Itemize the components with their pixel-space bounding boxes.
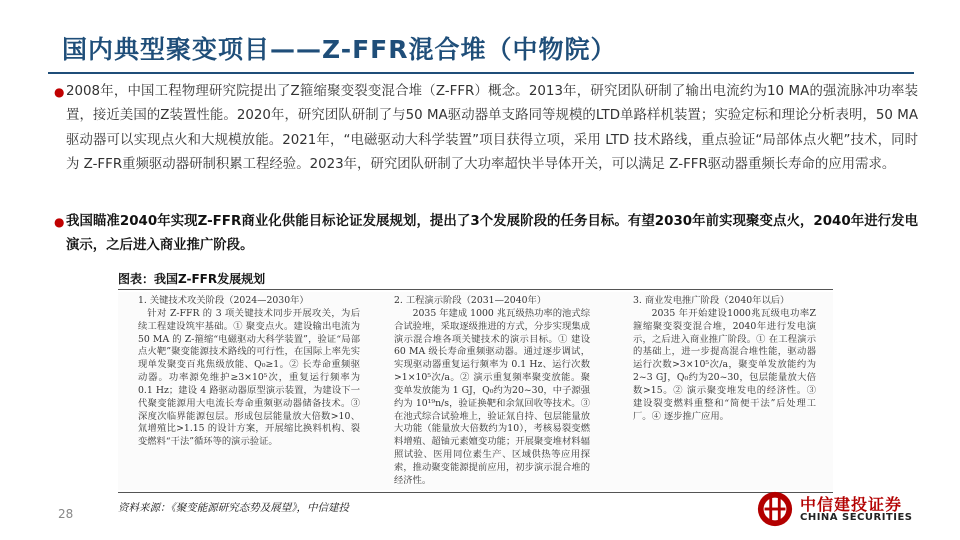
figure-column-stage-1 xyxy=(138,295,360,449)
figure-column-stage-3 xyxy=(633,295,816,423)
bullet-1-text: 2008年，中国工程物理研究院提出了Z箍缩聚变裂变混合堆（Z-FFR）概念。2013年，研究团队研制了输出电流约为10 MA的强流脉冲功率装置，接近美国的Z装置性能。2020年，研究团队研制了与50 MA驱动器单支路同等规模的LTD单路样机装置；实验定标和理论分析表明，50 MA驱动器可以实现点火和大规模放能。2021年，“电磁驱动大科学装置”项目获得立项，采用 LTD 技术路线，重点验证“局部体点火靶”技术，同时为 Z-FFR重频驱动器研制积累工程经验。2023年，研究团队研制了大功率超快半导体开关，可以满足 Z-FFR驱动器重频长寿命的应用需求。 xyxy=(66,84,918,173)
stage-1-heading: 1. 关键技术攻关阶段（2024—2030年） xyxy=(138,295,309,306)
stage-2-heading: 2. 工程演示阶段（2031—2040年） xyxy=(394,295,547,306)
title-underline xyxy=(48,72,914,74)
bullet-2 xyxy=(54,210,918,259)
bullet-2-text: 我国瞄准2040年实现Z-FFR商业化供能目标论证发展规划，提出了3个发展阶段的任务目标。有望2030年前实现聚变点火，2040年进行发电演示，之后进入商业推广阶段。 xyxy=(66,214,918,254)
figure-image xyxy=(118,292,833,490)
source-note: 资料来源：《聚变能源研究态势及展望》，中信建投 xyxy=(118,502,349,514)
figure-title: 图表：我国Z-FFR发展规划 xyxy=(118,272,266,286)
logo-text-en: CHINA SECURITIES xyxy=(800,512,913,523)
slide-title: 国内典型聚变项目——Z-FFR混合堆（中物院） xyxy=(62,35,617,64)
figure-top-rule xyxy=(118,289,833,290)
bullet-dot-icon: ● xyxy=(54,215,65,229)
stage-1-body: 针对 Z-FFR 的 3 项关键技术同步开展攻关，为后续工程建设筑牢基础。① 聚变点火。建设输出电流为 50 MA 的 Z-箍缩“电磁驱动大科学装置”，验证“局部点火靶”聚变能源技术路线的可行性，在国际上率先实现单发聚变百兆焦级放能、Q₀≥1。② 长寿命重频驱动器。功率源免维护≥3×10⁵次，重复运行频率为 0.1 Hz；建设 4 路驱动器原型演示装置，为建设下一代聚变能源用大电流长寿命重频驱动器储备技术。③ 深度次临界能源包层。形成包层能量放大倍数>10、氚增殖比>1.15 的设计方案，开展缩比换料机构、裂变燃料“干法”循环等的演示验证。 xyxy=(138,307,360,448)
stage-3-body: 2035 年开始建设1000兆瓦级电功率Z箍缩聚变裂变混合堆，2040年进行发电演示，之后进入商业推广阶段。① 在工程演示的基础上，进一步提高混合堆性能，驱动器运行次数>3×10⁵次/a，聚变单发放能约为2~3 GJ，Q₀约为20~30，包层能量放大倍数>15。② 演示聚变堆发电的经济性。③ 建设裂变燃料重整和“简便干法”后处理工厂。④ 逐步推广应用。 xyxy=(633,307,816,422)
bullet-1 xyxy=(54,80,918,178)
stage-2-body: 2035 年建成 1000 兆瓦级热功率的池式综合试验堆，采取逐级推进的方式，分步实现集成演示混合堆各项关键技术的演示目标。① 建设 60 MA 级长寿命重频驱动器。通过逐步调试，实现驱动器重复运行频率为 0.1 Hz、运行次数>1×10⁵次/a。② 演示重复频率聚变放能。聚变单发放能为 1 GJ，Q₀约为20~30，中子源强约为 10¹⁹n/s，验证换靶和余氚回收等技术。③ 在池式综合试验堆上，验证氚自持、包层能量放大功能（能量放大倍数约为10），考核易裂变燃料增殖、超铀元素嬗变功能；开展聚变堆材料辐照试验、医用同位素生产、区域供热等应用探索，推动聚变能源提前应用，初步演示混合堆的经济性。 xyxy=(394,307,590,486)
logo-text-cn: 中信建投证券 xyxy=(800,495,903,514)
stage-3-heading: 3. 商业发电推广阶段（2040年以后） xyxy=(633,295,790,306)
page-number: 28 xyxy=(58,507,74,521)
figure-bottom-rule xyxy=(118,492,833,493)
figure-column-stage-2 xyxy=(394,295,590,488)
company-logo xyxy=(756,490,926,530)
china-securities-logo-icon xyxy=(756,490,794,528)
bullet-dot-icon: ● xyxy=(54,85,65,99)
